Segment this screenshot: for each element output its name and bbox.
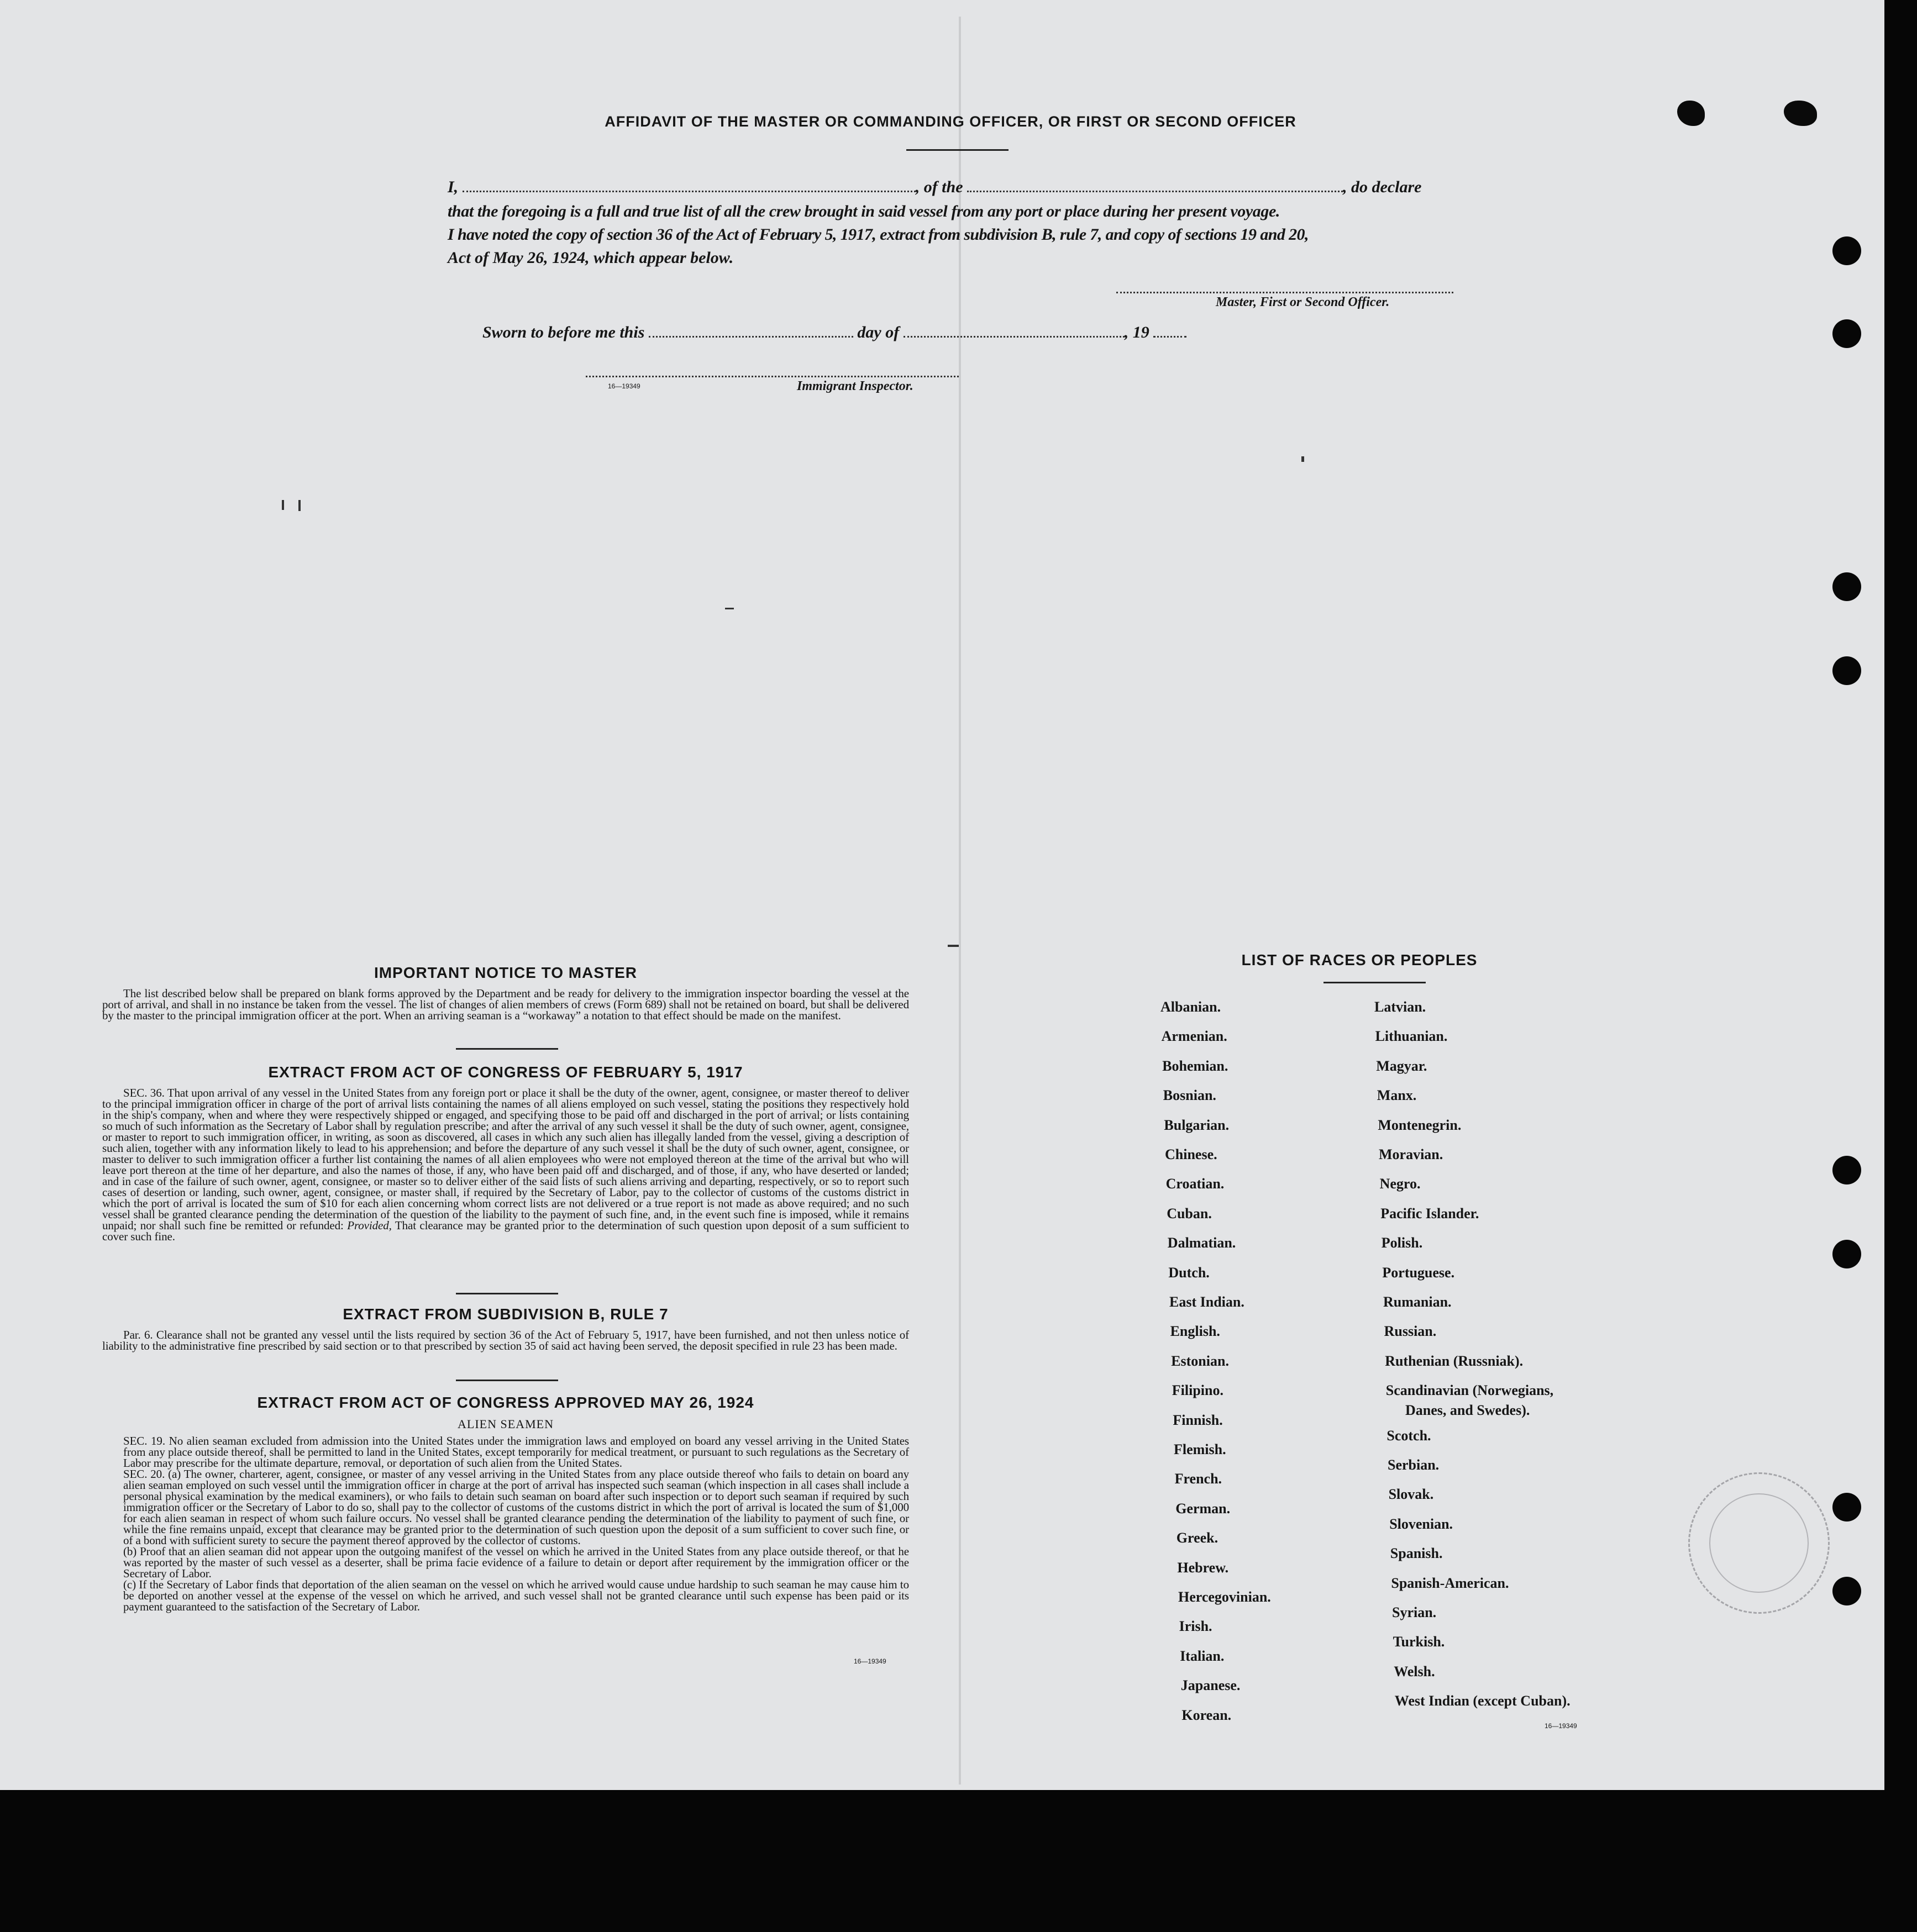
race-item: German. [1175,1500,1231,1517]
race-item: Montenegrin. [1378,1117,1462,1133]
race-item: French. [1174,1471,1222,1487]
affidavit-line4: Act of May 26, 1924, which appear below. [448,249,734,267]
of-the-label: , of the [915,178,963,196]
race-item: Russian. [1384,1323,1437,1340]
inspector-signature-field[interactable] [586,376,959,377]
races-title: LIST OF RACES OR PEOPLES [1241,951,1478,968]
race-item: Korean. [1181,1707,1232,1723]
affidavit-line2: that the foregoing is a full and true list of all the crew brought in said vessel from any port or place during her present voyage. [448,202,1280,220]
master-signature-field[interactable] [1116,292,1453,293]
binder-hole [1832,1156,1861,1185]
name-field[interactable] [463,191,916,192]
race-item: Manx. [1377,1087,1417,1104]
do-declare-label: , do declare [1343,178,1422,196]
race-item: Flemish. [1174,1441,1226,1457]
race-item: Filipino. [1172,1382,1223,1399]
race-item: Rumanian. [1383,1294,1452,1310]
sec36-text: SEC. 36. That upon arrival of any vessel in the United States from any foreign port or place it shall be the duty of the owner, agent, consignee, or master thereof to deliver to the principal immigration officer in charge of the port of arrival lists containing the names of all aliens employed on such vessel, stating the positions they respectively hold in the ship's company, when and where they were respectively shipped or engaged, and specifying those to be paid off and discharged in the port of arrival; or lists containing so much of such information as the Secretary of Labor shall by regulation prescribe; and after the arrival of any such vessel it shall be the duty of such owner, agent, consignee, or master to report to such immigration officer, in writing, as soon as discovered, all cases in which any such alien has illegally landed from the vessel, giving a description of such alien, together with any information likely to lead to his apprehension; and before the departure of any such vessel it shall be the duty of such owner, agent, consignee, or master to deliver to such immigration officer a further list containing the names of all alien employees who were not employed thereon at the time of the arrival but who will leave port thereon at the time of her departure, and also the names of those, if any, who have been paid off and discharged, and of those, if any, who have deserted or landed; and in case of the failure of such owner, agent, consignee, or master so to deliver either of the said lists of such aliens arriving and departing, respectively, or so to report such cases of desertion or landing, such owner, agent, consignee, or master shall, if required by the Secretary of Labor, pay to the collector of customs of the customs district in which the port of arrival is located the sum of $10 for each alien concerning whom correct lists are not delivered or a true report is not made as above required; and no such vessel shall be granted clearance pending the determination of the question of the liability to the payment of such fine, and, in the event such fine is imposed, while it remains unpaid; nor shall such fine be remitted or refunded: [102,1086,909,1232]
race-item: Japanese. [1180,1677,1241,1694]
race-item-scandinavian-cont: Danes, and Swedes). [1405,1402,1530,1418]
race-item: Lithuanian. [1375,1028,1448,1045]
binder-hole [1832,1240,1861,1268]
binder-hole [1832,1577,1861,1605]
binder-hole [1832,572,1861,601]
race-item: Irish. [1179,1618,1212,1635]
extract-form-number: 16—19349 [854,1657,886,1665]
i-label: I, [448,178,459,196]
race-item: Ruthenian (Russniak). [1385,1352,1524,1369]
race-item: Hebrew. [1177,1559,1229,1576]
sec20c-text: (c) If the Secretary of Labor finds that deportation of the alien seaman on the vessel on which he arrived would cause undue hardship to such seaman he may cause him to be deported on another vessel at the expense of the vessel on which he arrived, and such vessel shall not be granted clearance until such expense has been paid or its payment guaranteed to the satisfaction of the Secretary of Labor. [123,1578,909,1613]
section-rule [456,1380,558,1381]
race-item: West Indian (except Cuban). [1394,1693,1571,1709]
binder-hole [1832,236,1861,265]
master-label: Master, First or Second Officer. [1216,295,1390,309]
extract-1917-title: EXTRACT FROM ACT OF CONGRESS OF FEBRUARY 5, 1917 [268,1064,743,1081]
notice-text: The list described below shall be prepared on blank forms approved by the Department and be ready for delivery to the immigration inspector boarding the vessel at the port of arrival, and shall in no instance be taken from the vessel. The list of changes of alien members of crews (Form 689) shall not be retained on board, but shall be delivered by the master to the principal immigration officer at the port. When an arriving seaman is a “workaway” a notation to that effect should be made on the manifest. [102,987,909,1022]
race-item: Syrian. [1392,1604,1437,1620]
race-item: Polish. [1381,1235,1423,1251]
inspector-label: Immigrant Inspector. [797,379,913,393]
race-item: Latvian. [1374,999,1426,1015]
alien-seamen-subtitle: ALIEN SEAMEN [458,1417,554,1431]
races-title-rule [1323,982,1426,983]
vessel-field[interactable] [967,191,1343,192]
race-item: Turkish. [1393,1634,1445,1650]
race-item: Dutch. [1168,1264,1210,1281]
race-item: Bosnian. [1163,1087,1216,1104]
par6-text: Par. 6. Clearance shall not be granted any vessel until the lists required by section 36 of the Act of February 5, 1917, have been furnished, and not then unless notice of liability to the administrative fine prescribed by said section or to that prescribed by section 35 of said act having been served, the deposit specified in rule 23 has been made. [102,1328,909,1352]
affidavit-line3: I have noted the copy of section 36 of the Act of February 5, 1917, extract from subdivision B, rule 7, and copy of sections 19 and 20, [448,225,1309,244]
affidavit-title: AFFIDAVIT OF THE MASTER OR COMMANDING OFFICER, OR FIRST OR SECOND OFFICER [605,113,1296,130]
binder-hole [1832,319,1861,348]
ink-blot [1677,101,1705,126]
race-item: Moravian. [1379,1146,1443,1162]
race-item: Finnish. [1173,1412,1223,1428]
sworn-year-field[interactable] [1153,336,1186,338]
extract-rule7-title: EXTRACT FROM SUBDIVISION B, RULE 7 [343,1305,669,1323]
race-item: Dalmatian. [1167,1235,1236,1251]
extract-1917-body [102,1087,909,1242]
race-item: Chinese. [1165,1146,1217,1162]
races-form-number: 16—19349 [1545,1722,1577,1730]
sworn-line [482,323,1186,342]
sworn-label: Sworn to before me this [482,323,645,341]
race-item: Bohemian. [1162,1057,1228,1074]
binder-hole [1832,1493,1861,1522]
affidavit-line1 [448,178,1421,197]
race-item: Greek. [1176,1530,1219,1546]
sec20a-text: SEC. 20. (a) The owner, charterer, agent, consignee, or master of any vessel arriving in the United States from any place outside thereof who fails to detain on board any alien seaman employed on such vessel until the immigration officer in charge at the port of arrival has inspected such seaman (which inspection in all cases shall include a personal physical examination by the medical examiners), or who fails to detain such seaman on board after such inspection or to deport such seaman if required by such immigration officer or the Secretary of Labor to do so, shall pay to the collector of customs of the customs district in which the port of arrival is located the sum of $1,000 for each alien seaman in respect of whom such failure occurs. No vessel shall be granted clearance pending the determination of the liability to payment of such fine, or while the fine remains unpaid, except that clearance may be granted prior to the determination of such question upon the deposit of a sum sufficient to cover such fine, or of a bond with sufficient surety to secure the payment thereof approved by the collector of customs. [123,1467,909,1547]
race-item: Serbian. [1388,1457,1440,1473]
extract-1924-title: EXTRACT FROM ACT OF CONGRESS APPROVED MAY 26, 1924 [257,1394,754,1411]
race-item: Spanish-American. [1391,1575,1509,1591]
affidavit-form-number: 16—19349 [608,382,640,390]
race-item: East Indian. [1169,1294,1244,1310]
sworn-date-field[interactable] [649,336,853,338]
race-item: Hercegovinian. [1178,1589,1271,1605]
race-item: Welsh. [1394,1663,1435,1680]
race-item: Pacific Islander. [1380,1205,1479,1222]
race-item: Slovak. [1388,1486,1434,1503]
race-item: Scotch. [1386,1427,1431,1444]
notice-body [102,988,909,1021]
sec19-text: SEC. 19. No alien seaman excluded from admission into the United States under the immigration laws and employed on board any vessel arriving in the United States from any place outside thereof, shall be permitted to land in the United States, except temporarily for medical treatment, or pursuant to such regulations as the Secretary of Labor may prescribe for the ultimate departure, removal, or deportation of such alien from the United States. [123,1434,909,1470]
page-fold [959,17,961,1784]
race-item: Albanian. [1160,999,1221,1015]
race-item: Bulgarian. [1164,1117,1230,1133]
title-rule [906,149,1009,151]
race-item: Negro. [1379,1176,1421,1192]
race-item: Italian. [1180,1647,1225,1664]
race-item: Estonian. [1171,1352,1229,1369]
race-item: Scandinavian (Norwegians, [1385,1382,1554,1399]
proviso-label: Provided, [347,1219,392,1232]
day-of-label: day of [857,323,900,341]
speck [1301,456,1304,462]
race-item: Spanish. [1390,1545,1443,1562]
speck [282,500,284,510]
speck [725,608,734,609]
proviso-text: That clearance may be granted prior to the determination of such question upon deposit of a sum sufficient to cover such fine. [102,1219,909,1243]
race-item: Magyar. [1376,1057,1427,1074]
race-item: Cuban. [1167,1205,1212,1222]
speck [948,945,959,947]
notice-title: IMPORTANT NOTICE TO MASTER [374,964,638,981]
faint-seal-stamp [1688,1472,1830,1614]
ink-blot [1784,101,1817,126]
sworn-month-field[interactable] [904,336,1125,338]
extract-1924-body [102,1435,909,1612]
race-item: Portuguese. [1382,1264,1455,1281]
race-item: Slovenian. [1389,1515,1453,1532]
race-item: Armenian. [1161,1028,1227,1045]
binder-hole [1832,656,1861,685]
sec20b-text: (b) Proof that an alien seaman did not appear upon the outgoing manifest of the vessel on which he arrived in the United States from any place outside thereof, or that he was reported by the master of such vessel as a deserter, shall be prima facie evidence of a failure to detain or deport after requirement by the immigration officer or the Secretary of Labor. [123,1545,909,1580]
year-label: , 19 [1124,323,1149,341]
race-item: Croatian. [1165,1176,1225,1192]
extract-rule7-body [102,1329,909,1351]
speck [298,500,301,511]
section-rule [456,1048,558,1050]
section-rule [456,1293,558,1294]
race-item: English. [1170,1323,1220,1340]
